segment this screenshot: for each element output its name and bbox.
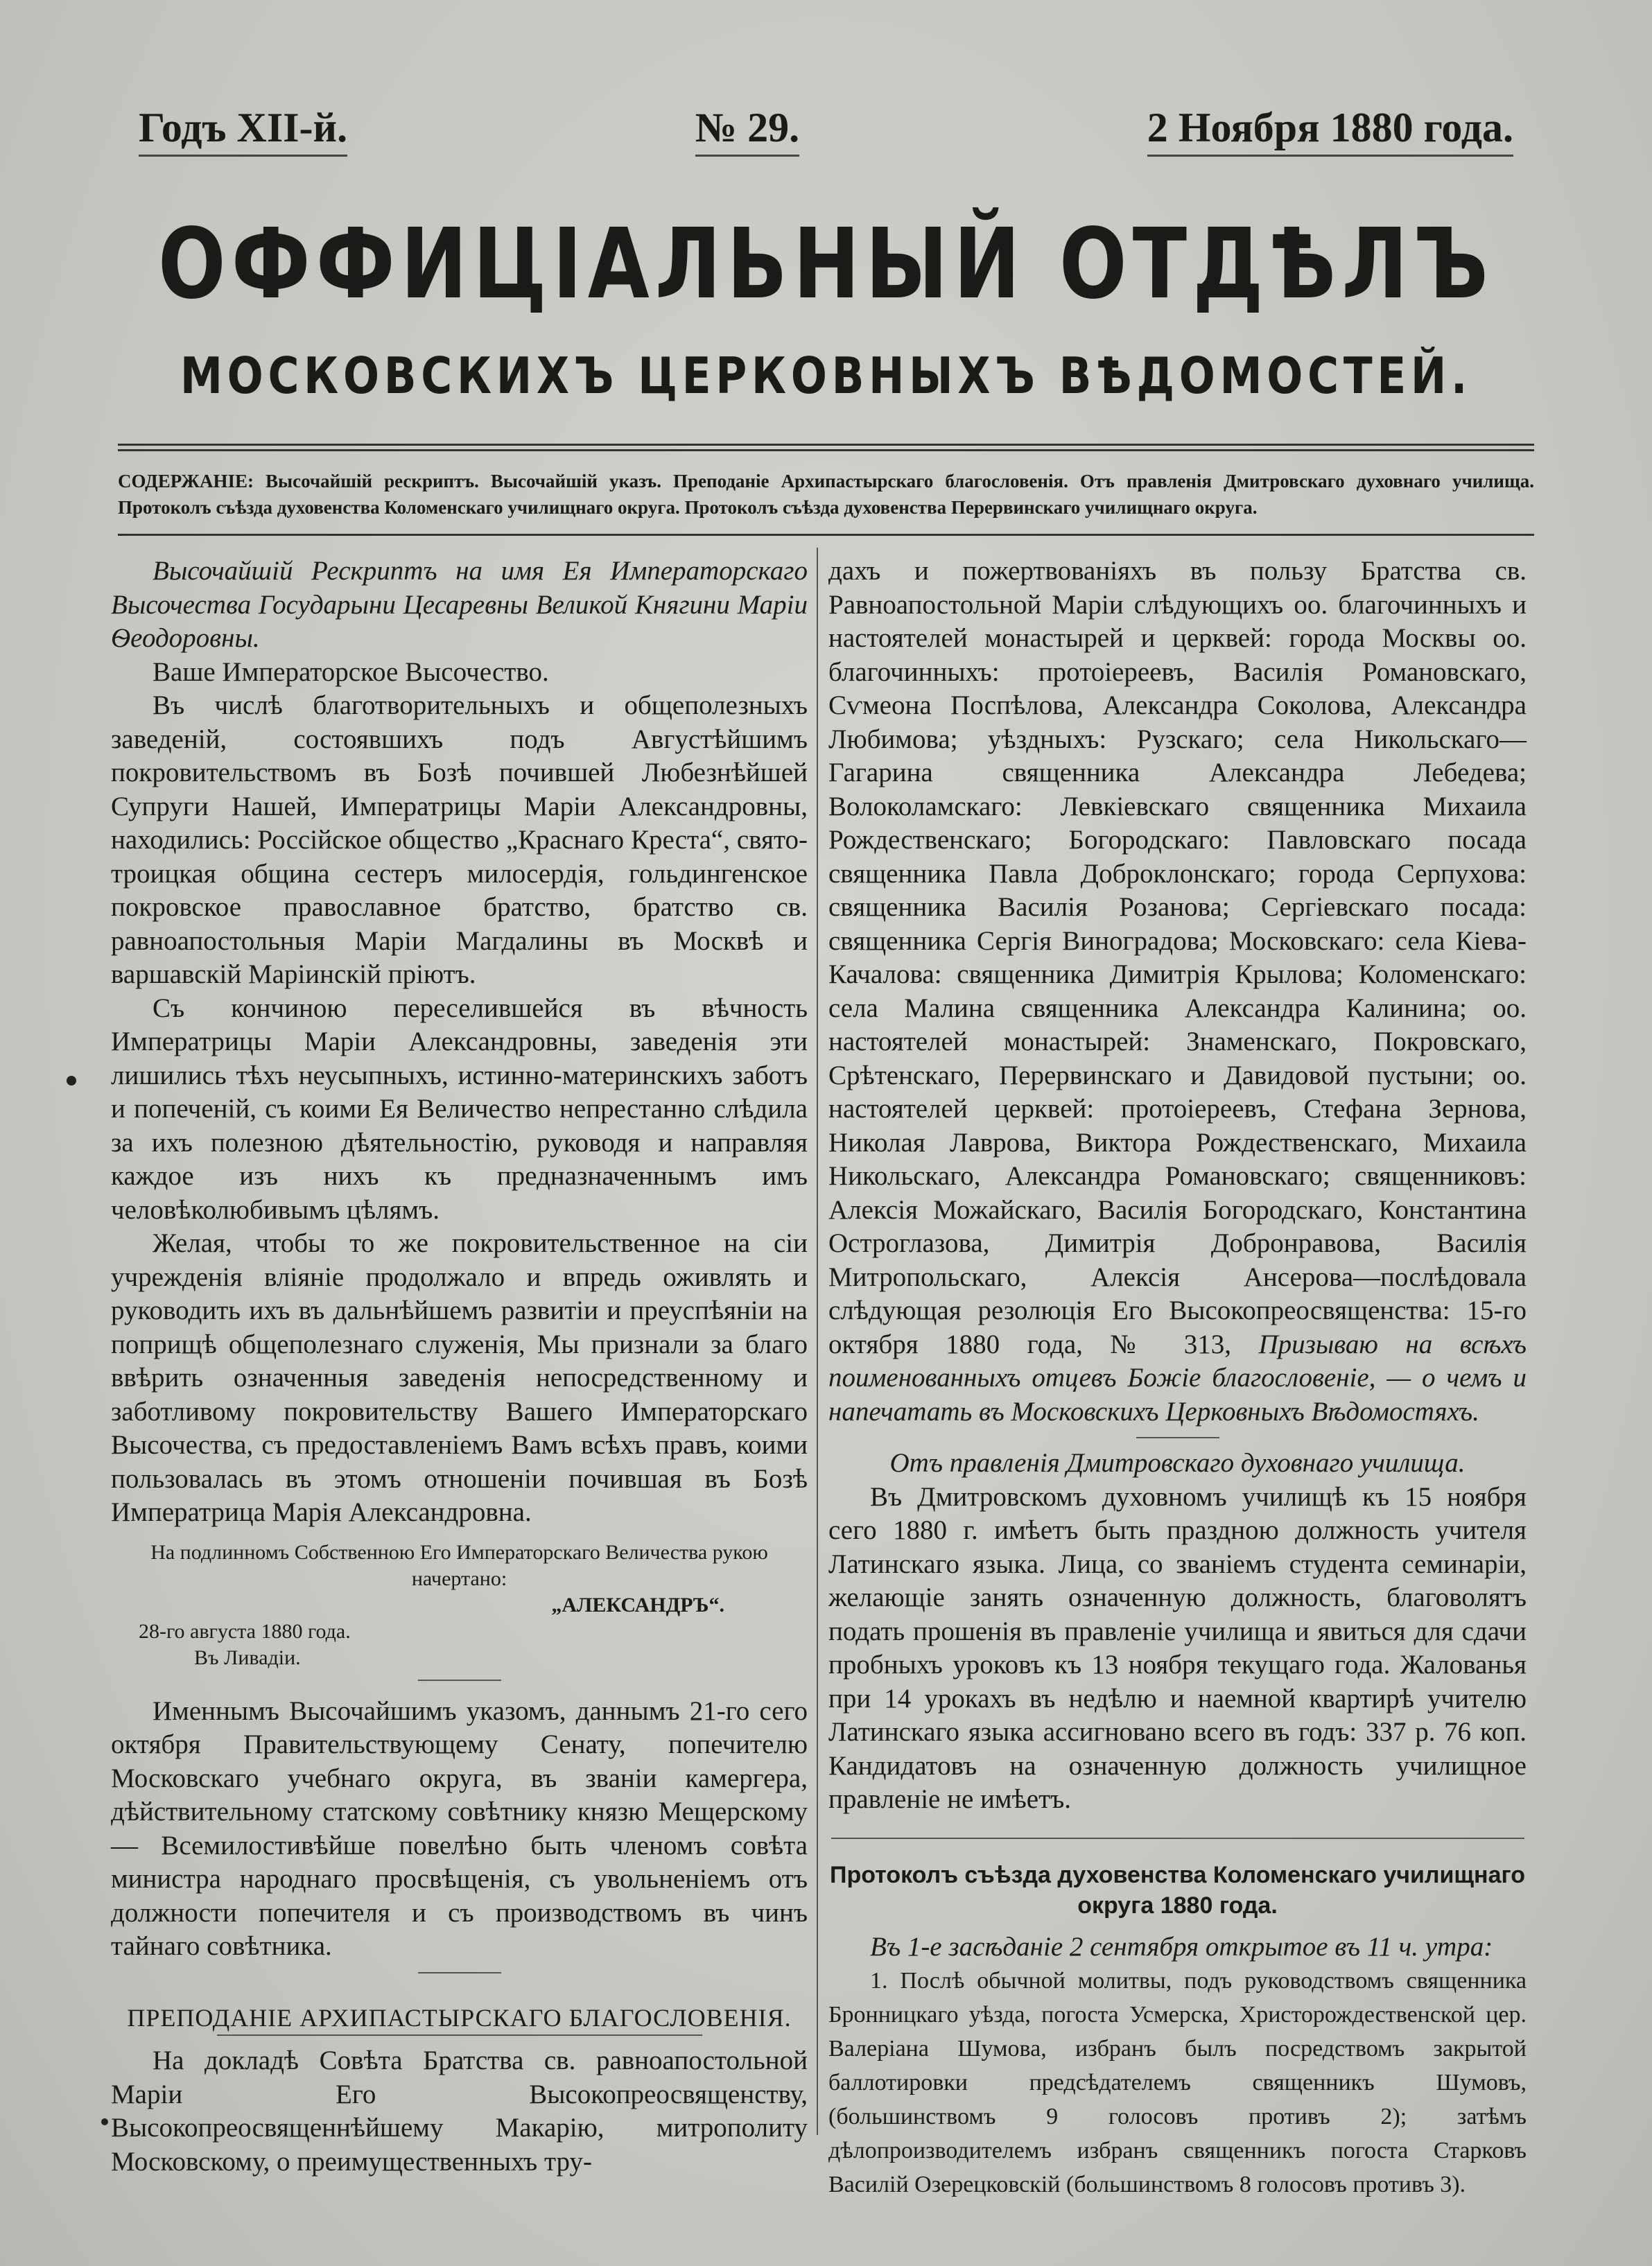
rescript-date: 28-го августа 1880 года.: [139, 1619, 351, 1643]
blessing-text: дахъ и пожертвованіяхъ въ пользу Братства св. Равноапостольной Маріи слѣдующихъ оо. благочинныхъ и настоятелей монастырей и церквей: города Москвы оо. благочинныхъ: протоіереевъ, Василія Романовскаго, Сѵмеона Поспѣлова, Александра Соколова, Александра Любимова; уѣздныхъ: Рузскаго; села Никольскаго—Гагарина священника Александра Лебедева; Волоколамскаго: Левкіевскаго священника Михаила Рождественскаго; Богородскаго: Павловскаго посада священника Павла Доброклонскаго; города Серпухова: священника Василія Розанова; Сергіевскаго посада: священника Сергія Виноградова; Московскаго: села Кіева-Качалова: священника Димитрія Крылова; Коломенскаго: села Малина священника Александра Калинина; оо. настоятелей монастырей: Знаменскаго, Покровскаго, Срѣтенскаго, Перервинскаго и Давидовой пустыни; оо. настоятелей церквей: протоіереевъ, Стефана Зернова, Николая Лаврова, Виктора Рождественскаго, Михаила Никольскаго, Александра Романовскаго; священниковъ: Алексія Можайскаго, Василія Богородскаго, Константина Остроглазова, Димитрія Добронравова, Василія Митропольскаго, Алексія Ансерова—послѣдовала слѣдующая резолюція Его Высокопреосвященства: 15-го октября 1880 года, № 313,: [828, 556, 1527, 1359]
page-subtitle: МОСКОВСКИХЪ ЦЕРКОВНЫХЪ ВѢДОМОСТЕЙ.: [180, 347, 1472, 405]
protocol-paragraph: 1. Послѣ обычной молитвы, подъ руководствомъ священника Бронницкаго уѣзда, погоста Усмерска, Христорождественской цер. Валеріана Шумова, избранъ былъ посредствомъ закрытой баллотировки предсѣдателемъ священникъ Шумовъ, (большинствомъ 9 голосовъ противъ 2); затѣмъ дѣлопроизводителемъ избранъ священникъ погоста Старковъ Василій Озерецковскій (большинствомъ 8 голосовъ противъ 3).: [828, 1968, 1527, 2197]
blessing-paragraph: На докладѣ Совѣта Братства св. равноапостольной Маріи Его Высокопреосвященству, Высокопреосвященнѣйшему Макарію, митрополиту Московскому, о преимущественныхъ тру-: [111, 2046, 808, 2177]
rescript-heading: Высочайшій Рескриптъ на имя Ея Императорскаго Высочества Государыни Цесаревны Великой Княгини Маріи Ѳеодоровны.: [111, 556, 808, 653]
separator: [1136, 1437, 1219, 1438]
decree-paragraph: Именнымъ Высочайшимъ указомъ, даннымъ 21-го сего октября Правительствующему Сенату, попечителю Московскаго учебнаго округа, въ званіи камергера, дѣйствительному статскому совѣтнику князю Мещерскому — Всемилостивѣйше повелѣно быть членомъ совѣта министра народнаго просвѣщенія, съ увольненіемъ отъ должности попечителя и съ производствомъ въ чинъ тайнаго совѣтника.: [111, 1696, 808, 1961]
blessing-heading: ПРЕПОДАНІЕ АРХИПАСТЫРСКАГО БЛАГОСЛОВЕНІЯ.: [127, 2003, 792, 2032]
separator: [418, 1680, 501, 1681]
heading-underline: [217, 2034, 702, 2036]
rescript-place: Въ Ливадіи.: [194, 1646, 301, 1669]
separator: [831, 1838, 1524, 1839]
rescript-salutation: Ваше Императорское Высочество.: [153, 656, 549, 687]
contents-rule: [118, 534, 1534, 536]
resolution-text: Призываю на всѣхъ поименованныхъ отцевъ Божіе благословеніе, — о чемъ и напечатать въ Московскихъ Церковныхъ Вѣдомостяхъ.: [828, 1329, 1527, 1427]
signature: „АЛЕКСАНДРЪ“.: [551, 1593, 724, 1616]
issue-number: № 29.: [695, 104, 799, 157]
school-notice: Въ Дмитровскомъ духовномъ училищѣ къ 15 ноября сего 1880 г. имѣетъ быть праздною должность учителя Латинскаго языка. Лица, со званіемъ студента семинаріи, желающіе занять означенную должность, благоволятъ подать прошенія въ правленіе училища и явиться для сдачи пробныхъ уроковъ къ 13 ноября текущаго года. Жалованья при 14 урокахъ въ недѣлю и наемной квартирѣ учителю Латинскаго языка ассигновано всего въ годъ: 337 р. 76 коп. Кандидатовъ на означенную должность училищное правленіе не имѣетъ.: [828, 1481, 1527, 1814]
header-rule-top: [118, 444, 1534, 446]
ink-spot: [101, 2118, 108, 2125]
table-of-contents: СОДЕРЖАНІЕ: Высочайшій рескриптъ. Высочайшій указъ. Преподаніе Архипастырскаго благословенія. Отъ правленія Дмитровскаго духовнаго училища. Протоколъ съѣзда духовенства Коломенскаго училищнаго округа. Протоколъ съѣзда духовенства Перервинскаго училищнаго округа.: [118, 471, 1534, 518]
year-label: Годъ XII-й.: [139, 104, 347, 157]
session-line: Въ 1-е засѣданіе 2 сентября открытое въ 11 ч. утра:: [870, 1931, 1493, 1962]
left-column: [111, 555, 808, 2179]
masthead-row: [139, 104, 1513, 152]
header-rule-bottom: [118, 449, 1534, 451]
separator: [418, 1972, 501, 1973]
issue-date: 2 Ноября 1880 года.: [1147, 104, 1513, 157]
blessing-continuation: [828, 555, 1527, 1429]
protocol-heading: Протоколъ съѣзда духовенства Коломенскаго училищнаго округа 1880 года.: [830, 1861, 1525, 1919]
rescript-paragraph: Съ кончиною переселившейся въ вѣчность Императрицы Маріи Александровны, заведенія эти лишились тѣхъ неусыпныхъ, истинно-материнскихъ заботъ и попеченій, съ коими Ея Величество непрестанно слѣдила за ихъ полезною дѣятельностію, руководя и направляя каждое изъ нихъ къ предназначеннымъ имъ человѣколюбивымъ цѣлямъ.: [111, 993, 808, 1225]
right-column: [828, 555, 1527, 2202]
page-title: ОФФИЦІАЛЬНЫЙ ОТДѢЛЪ: [158, 208, 1494, 321]
signature-note: На подлинномъ Собственною Его Императорскаго Величества рукою начертано:: [150, 1540, 768, 1590]
rescript-paragraph: Въ числѣ благотворительныхъ и общеполезныхъ заведеній, состоявшихъ подъ Августѣйшимъ покровительствомъ въ Бозѣ почившей Любезнѣйшей Супруги Нашей, Императрицы Маріи Александровны, находились: Россійское общество „Краснаго Креста“, свято-троицкая община сестеръ милосердія, гольдингенское покровское православное братство, братство св. равноапостольныя Маріи Магдалины въ Москвѣ и варшавскій Маріинскій пріютъ.: [111, 690, 808, 989]
ink-spot: [67, 1076, 76, 1086]
column-divider: [817, 548, 818, 2135]
school-heading: Отъ правленія Дмитровскаго духовнаго училища.: [889, 1448, 1466, 1478]
rescript-paragraph: Желая, чтобы то же покровительственное на сіи учрежденія вліяніе продолжало и впредь оживлять и руководить ихъ въ дальнѣйшемъ развитіи и преуспѣяніи на поприщѣ общеполезнаго служенія, Мы признали за благо ввѣрить означенныя заведенія непосредственному и заботливому покровительству Вашего Императорскаго Высочества, съ предоставленіемъ Вамъ всѣхъ правъ, коими пользовалась въ этомъ отношеніи почившая въ Бозѣ Императрица Марія Александровна.: [111, 1228, 808, 1527]
